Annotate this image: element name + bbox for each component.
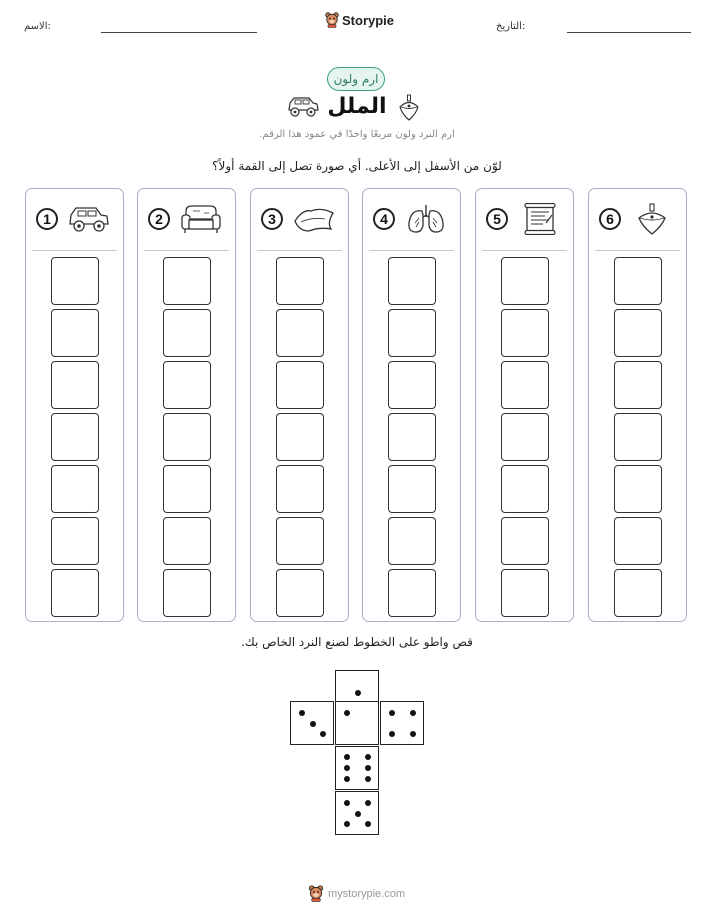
color-cell[interactable] — [501, 569, 549, 617]
dice-pip — [344, 776, 350, 782]
color-cell[interactable] — [276, 465, 324, 513]
dice-net — [290, 670, 424, 836]
column-number: 2 — [148, 208, 170, 230]
spinning-top-icon — [629, 203, 675, 235]
color-cell[interactable] — [163, 361, 211, 409]
dice-pip — [299, 710, 305, 716]
column-divider — [369, 250, 454, 251]
column-number: 6 — [599, 208, 621, 230]
footer — [308, 885, 405, 902]
date-line[interactable] — [567, 32, 691, 33]
column-3 — [250, 188, 349, 622]
dice-pip — [365, 754, 371, 760]
dice-pip — [355, 811, 361, 817]
color-cell[interactable] — [614, 257, 662, 305]
roll-and-color-badge: ارم ولون — [327, 67, 385, 91]
color-cell[interactable] — [51, 309, 99, 357]
color-cell[interactable] — [163, 465, 211, 513]
logo-text: Storypie — [342, 12, 395, 28]
column-number: 1 — [36, 208, 58, 230]
color-cell[interactable] — [51, 465, 99, 513]
color-cell[interactable] — [163, 257, 211, 305]
color-cell[interactable] — [388, 517, 436, 565]
color-cell[interactable] — [501, 309, 549, 357]
column-5 — [475, 188, 574, 622]
car-icon — [66, 203, 112, 235]
page-title: الملل — [327, 94, 387, 119]
column-divider — [595, 250, 680, 251]
bear-icon — [325, 12, 339, 28]
dice-pip — [344, 754, 350, 760]
column-divider — [32, 250, 117, 251]
car-icon — [285, 94, 321, 120]
dice-pip — [355, 690, 361, 696]
color-cell[interactable] — [501, 257, 549, 305]
dice-pip — [365, 765, 371, 771]
dice-pip — [320, 731, 326, 737]
column-divider — [144, 250, 229, 251]
column-divider — [482, 250, 567, 251]
color-cell[interactable] — [388, 257, 436, 305]
name-label: الاسم: — [24, 21, 51, 32]
color-cell[interactable] — [163, 413, 211, 461]
dice-face-1-center — [335, 701, 379, 745]
color-cell[interactable] — [388, 309, 436, 357]
color-cell[interactable] — [276, 517, 324, 565]
color-cell[interactable] — [51, 517, 99, 565]
color-cell[interactable] — [501, 517, 549, 565]
color-cell[interactable] — [501, 413, 549, 461]
bear-icon — [308, 885, 324, 902]
dice-face-4 — [380, 701, 424, 745]
column-4 — [362, 188, 461, 622]
color-cell[interactable] — [614, 465, 662, 513]
color-cell[interactable] — [276, 569, 324, 617]
color-cell[interactable] — [276, 309, 324, 357]
cut-instruction: قص واطو على الخطوط لصنع النرد الخاص بك. — [241, 635, 473, 649]
armchair-icon — [178, 203, 224, 235]
column-2 — [137, 188, 236, 622]
dice-pip — [344, 821, 350, 827]
color-cell[interactable] — [501, 465, 549, 513]
dice-pip — [344, 800, 350, 806]
question-text: لوّن من الأسفل إلى الأعلى. أي صورة تصل إلى القمة أولاً؟ — [212, 159, 502, 173]
column-number: 5 — [486, 208, 508, 230]
dice-pip — [389, 710, 395, 716]
dice-pip — [410, 731, 416, 737]
column-number: 4 — [373, 208, 395, 230]
date-label: التاريخ: — [496, 21, 526, 32]
color-cell[interactable] — [163, 569, 211, 617]
color-cell[interactable] — [163, 517, 211, 565]
color-cell[interactable] — [614, 309, 662, 357]
color-cell[interactable] — [51, 361, 99, 409]
color-cell[interactable] — [388, 569, 436, 617]
dice-pip — [344, 765, 350, 771]
color-cell[interactable] — [276, 257, 324, 305]
color-cell[interactable] — [51, 257, 99, 305]
color-cell[interactable] — [276, 361, 324, 409]
color-cell[interactable] — [163, 309, 211, 357]
scroll-icon — [516, 203, 562, 235]
dice-pip — [389, 731, 395, 737]
lungs-icon — [403, 203, 449, 235]
column-divider — [257, 250, 342, 251]
color-cell[interactable] — [388, 465, 436, 513]
dice-pip — [310, 721, 316, 727]
dice-pip — [344, 710, 350, 716]
dice-face-6 — [335, 746, 379, 790]
color-cell[interactable] — [388, 413, 436, 461]
dice-pip — [365, 776, 371, 782]
footer-url[interactable]: mystorypie.com — [328, 887, 406, 900]
dice-pip — [365, 821, 371, 827]
dice-pip — [365, 800, 371, 806]
color-cell[interactable] — [276, 413, 324, 461]
color-cell[interactable] — [388, 361, 436, 409]
pillow-icon — [291, 203, 337, 235]
dice-pip — [410, 710, 416, 716]
column-number: 3 — [261, 208, 283, 230]
color-cell[interactable] — [501, 361, 549, 409]
dice-face-3 — [290, 701, 334, 745]
instructions-subtitle: ارم النرد ولون مربعًا واحدًا في عمود هذا الرقم. — [259, 129, 455, 140]
color-cell[interactable] — [614, 413, 662, 461]
spinning-top-icon — [398, 94, 420, 122]
color-cell[interactable] — [614, 517, 662, 565]
name-line[interactable] — [101, 32, 257, 33]
storypie-logo — [325, 12, 394, 28]
color-cell[interactable] — [51, 413, 99, 461]
color-cell[interactable] — [614, 361, 662, 409]
column-1 — [25, 188, 124, 622]
dice-face-5 — [335, 791, 379, 835]
color-cell[interactable] — [614, 569, 662, 617]
column-6 — [588, 188, 687, 622]
color-cell[interactable] — [51, 569, 99, 617]
